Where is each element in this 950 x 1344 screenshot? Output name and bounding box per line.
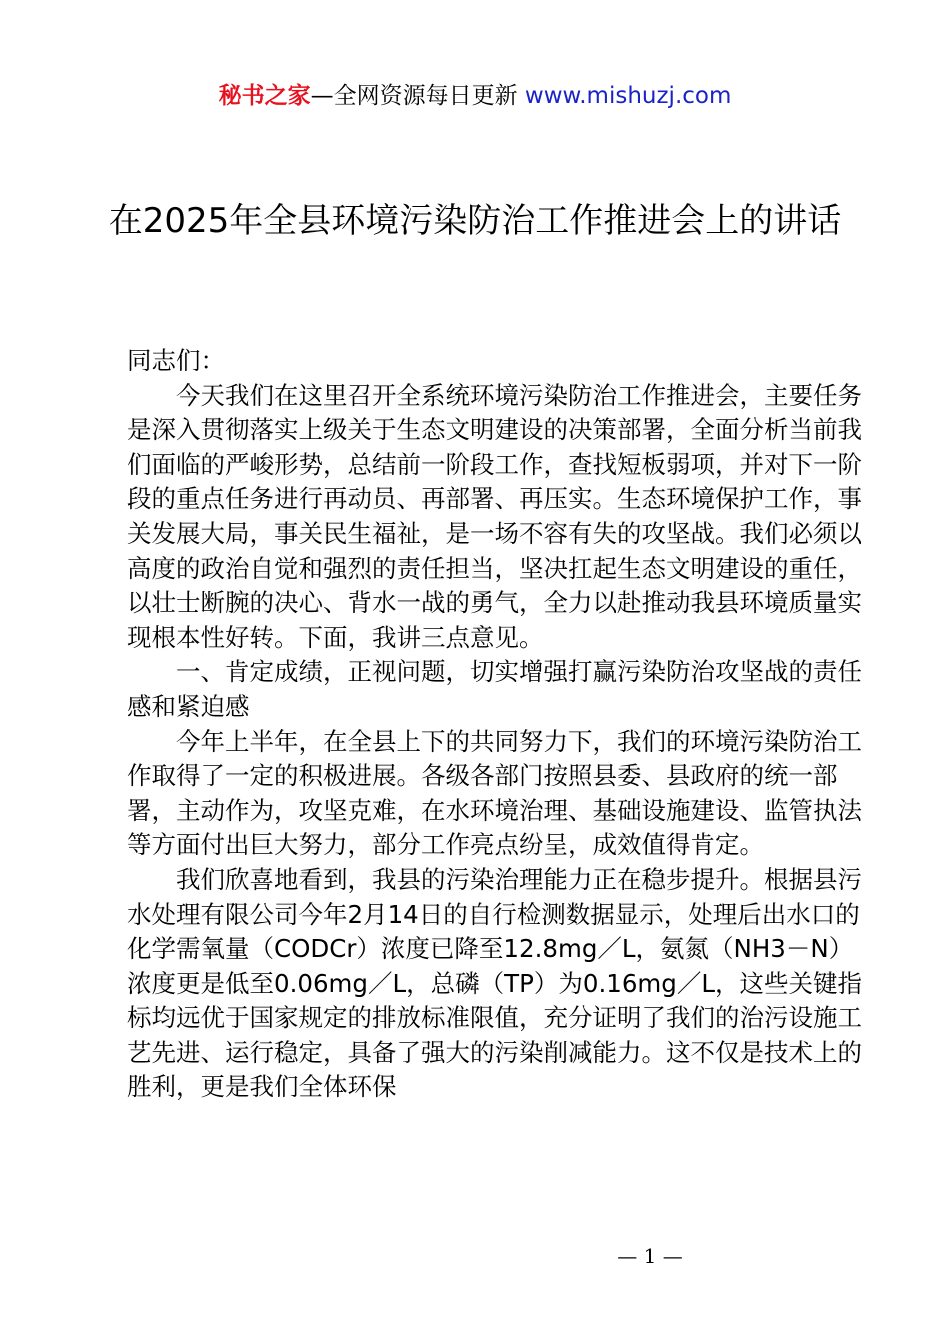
site-banner xyxy=(0,80,950,112)
document-title: 在2025年全县环境污染防治工作推进会上的讲话 xyxy=(108,201,842,241)
paragraph-data: 我们欣喜地看到，我县的污染治理能力正在稳步提升。根据县污水处理有限公司今年2月14日的自行检测数据显示，处理后出水口的化学需氧量（CODCr）浓度已降至12.8mg／L，氨氮（NH3－N）浓度更是低至0.06mg／L，总磷（TP）为0.16mg／L，这些关键指标均远优于国家规定的排放标准限值，充分证明了我们的治污设施工艺先进、运行稳定，具备了强大的污染削减能力。这不仅是技术上的胜利，更是我们全体环保 xyxy=(127,864,862,1102)
salutation: 同志们： xyxy=(127,346,225,375)
banner-slogan: —全网资源每日更新 xyxy=(310,83,525,109)
banner-site-link[interactable]: www.mishuzj.com xyxy=(524,83,732,109)
paragraph-progress: 今年上半年，在全县上下的共同努力下，我们的环境污染防治工作取得了一定的积极进展。各级各部门按照县委、县政府的统一部署，主动作为，攻坚克难，在水环境治理、基础设施建设、监管执法等方面付出巨大努力，部分工作亮点纷呈，成效值得肯定。 xyxy=(127,726,862,860)
paragraph-intro: 今天我们在这里召开全系统环境污染防治工作推进会，主要任务是深入贯彻落实上级关于生态文明建设的决策部署，全面分析当前我们面临的严峻形势，总结前一阶段工作，查找短板弱项，并对下一阶段的重点任务进行再动员、再部署、再压实。生态环境保护工作，事关发展大局，事关民生福祉，是一场不容有失的攻坚战。我们必须以高度的政治自觉和强烈的责任担当，坚决扛起生态文明建设的重任，以壮士断腕的决心、背水一战的勇气，全力以赴推动我县环境质量实现根本性好转。下面，我讲三点意见。 xyxy=(127,380,862,652)
document-body xyxy=(127,344,862,1105)
page-number: — 1 — xyxy=(617,1244,683,1268)
banner-brand: 秘书之家 xyxy=(218,83,311,109)
section-heading-1: 一、肯定成绩，正视问题，切实增强打赢污染防治攻坚战的责任感和紧迫感 xyxy=(127,657,862,721)
